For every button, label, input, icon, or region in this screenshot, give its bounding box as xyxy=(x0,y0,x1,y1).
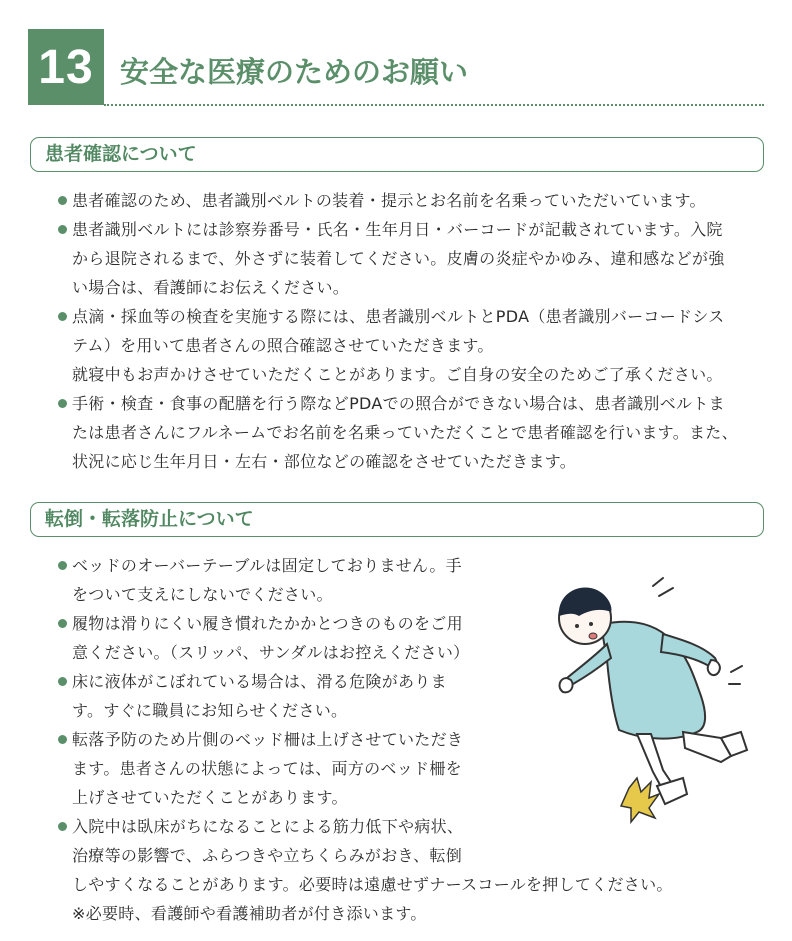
list-item xyxy=(58,186,768,215)
patient-gown xyxy=(565,644,611,685)
list-item-line: 上げさせていただくことがあります。 xyxy=(72,788,348,807)
list-item-line: 手術・検査・食事の配膳を行う際などPDAでの照合ができない場合は、患者識別ベルトま xyxy=(72,394,725,413)
bullet-dot-icon xyxy=(58,399,67,408)
list-item-line: 入院中は臥床がちになることによる筋力低下や病状、 xyxy=(72,817,464,836)
motion-line xyxy=(659,588,673,596)
list-item-line: から退院されるまで、外さずに装着してください。皮膚の炎症やかゆみ、違和感などが強 xyxy=(72,249,725,268)
bullet-dot-icon xyxy=(58,312,67,321)
patient-eye xyxy=(575,624,579,628)
list-item-line: ※必要時、看護師や看護補助者が付き添います。 xyxy=(72,904,427,923)
list-item-line: 意ください。（スリッパ、サンダルはお控えください） xyxy=(72,643,470,662)
patient-eye xyxy=(589,622,593,626)
section-heading-fall-prevention: 転倒・転落防止について xyxy=(30,502,764,537)
list-item-line: す。すぐに職員にお知らせください。 xyxy=(72,701,348,720)
title-dotted-divider xyxy=(104,104,764,106)
section-number-badge: 13 xyxy=(28,29,104,105)
bullet-dot-icon xyxy=(58,196,67,205)
left-hand xyxy=(560,678,573,692)
list-item-line: 患者確認のため、患者識別ベルトの装着・提示とお名前を名乗っていただいています。 xyxy=(72,191,706,210)
list-item-line: 床に液体がこぼれている場合は、滑る危険がありま xyxy=(72,672,447,691)
list-item-line: テム）を用いて患者さんの照合確認させていただきます。 xyxy=(72,336,494,355)
patient-identification-list xyxy=(58,186,768,476)
page-title: 安全な医療のためのお願い xyxy=(120,55,469,89)
list-item-line: たは患者さんにフルネームでお名前を名乗っていただくことで患者確認を行います。また、 xyxy=(72,423,738,442)
patient-mouth xyxy=(589,633,597,639)
motion-line xyxy=(731,666,742,672)
list-item-line: 治療等の影響で、ふらつきや立ちくらみがおき、転倒 xyxy=(72,846,463,865)
list-item-line: 点滴・採血等の検査を実施する際には、患者識別ベルトとPDA（患者識別バーコードシス xyxy=(72,307,725,326)
bullet-dot-icon xyxy=(58,822,67,831)
bullet-dot-icon xyxy=(58,677,67,686)
bullet-dot-icon xyxy=(58,735,67,744)
list-item-line: 状況に応じ生年月日・左右・部位などの確認をさせていただきます。 xyxy=(72,452,577,471)
list-item-line: 患者識別ベルトには診察券番号・氏名・生年月日・バーコードが記載されています。入院 xyxy=(72,220,723,239)
list-item xyxy=(58,215,768,302)
motion-line xyxy=(653,578,663,586)
list-item-line: 就寝中もお声かけさせていただくことがあります。ご自身の安全のためご了承ください。 xyxy=(72,365,723,384)
floor-spill xyxy=(621,778,659,822)
section-heading-patient-identification: 患者確認について xyxy=(30,137,764,172)
list-item-line: ます。患者さんの状態によっては、両方のベッド柵を xyxy=(72,759,462,778)
list-item-line: 履物は滑りにくい履き慣れたかかとつきのものをご用 xyxy=(72,614,463,633)
bullet-dot-icon xyxy=(58,225,67,234)
list-item xyxy=(58,302,768,389)
bullet-dot-icon xyxy=(58,561,67,570)
patient-gown xyxy=(602,622,705,739)
list-item xyxy=(58,389,768,476)
falling-patient-illustration xyxy=(545,572,760,837)
list-item-line: をついて支えにしないでください。 xyxy=(72,585,333,604)
list-item-line: ベッドのオーバーテーブルは固定しておりません。手 xyxy=(72,556,462,575)
list-item-line: い場合は、看護師にお伝えください。 xyxy=(72,278,350,297)
bullet-dot-icon xyxy=(58,619,67,628)
list-item-line: 転落予防のため片側のベッド柵は上げさせていただき xyxy=(72,730,464,749)
right-hand xyxy=(708,660,720,675)
list-item-line: しやすくなることがあります。必要時は遠慮せずナースコールを押してください。 xyxy=(72,875,673,894)
